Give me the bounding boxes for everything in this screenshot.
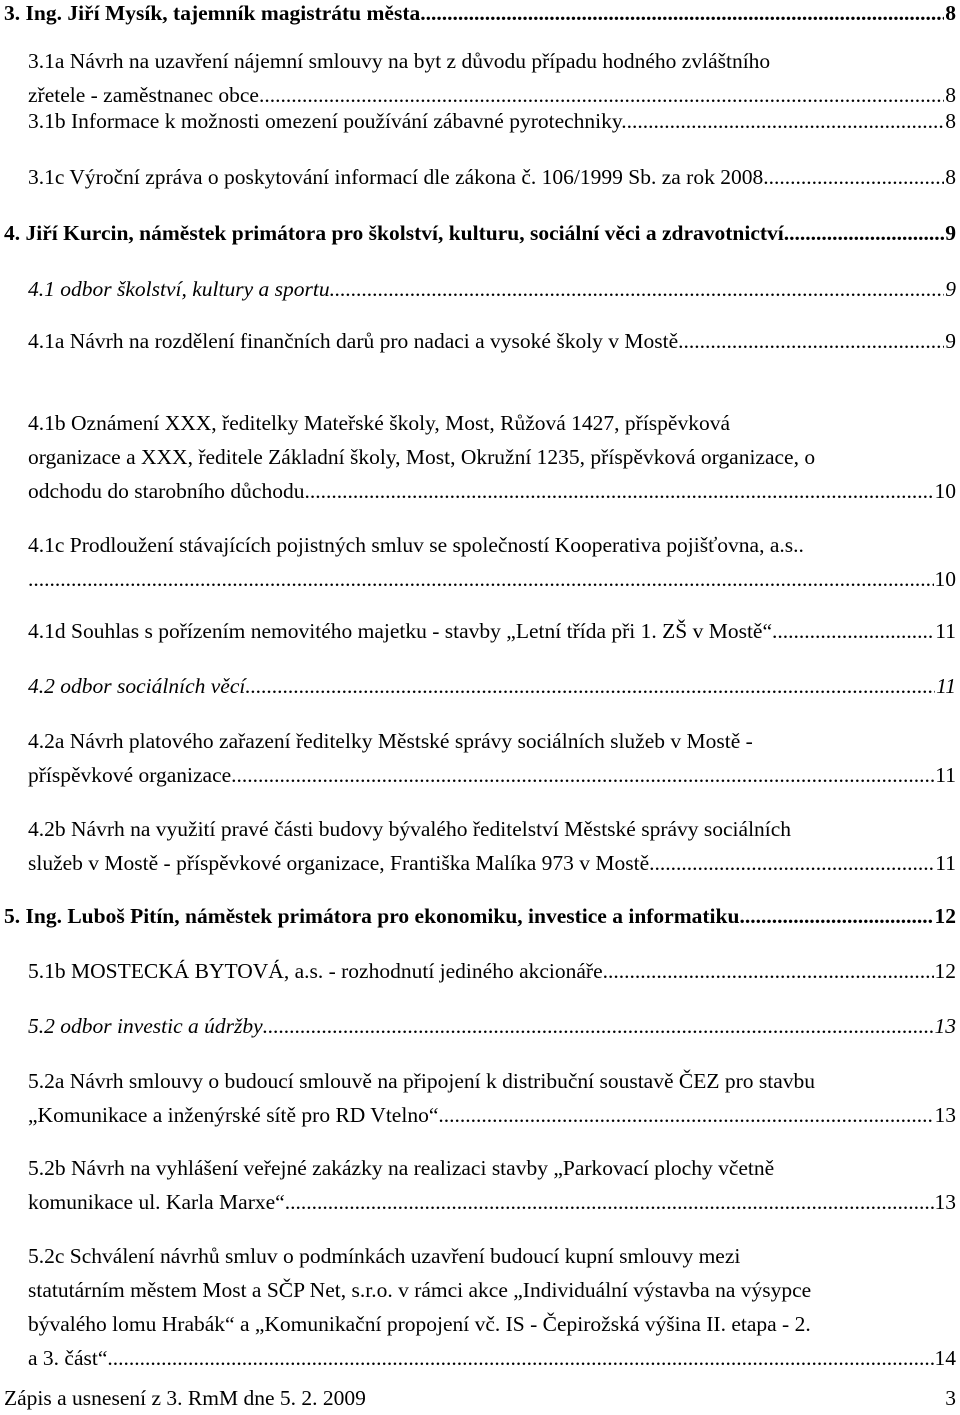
toc-entry-last-line	[28, 474, 956, 508]
dot-leader	[237, 758, 935, 792]
dot-leader	[28, 562, 934, 596]
toc-entry-text: služeb v Mostě - příspěvkové organizace, Františka Malíka 973 v Mostě.	[28, 851, 655, 875]
toc-entry-last-line	[28, 758, 956, 792]
dot-leader	[290, 1185, 933, 1219]
toc-entry-text: statutárním městem Most a SČP Net, s.r.o. v rámci akce „Individuální výstavba na výsypce	[28, 1278, 812, 1302]
toc-entry-last-line	[4, 216, 956, 250]
toc-entry-last-line	[28, 1009, 956, 1043]
toc-page-number: 8	[945, 1, 956, 25]
toc-page-number: 9	[945, 277, 956, 301]
toc-entry-last-line	[28, 324, 956, 358]
dot-leader	[263, 1009, 934, 1043]
toc-entry-text: 3. Ing. Jiří Mysík, tajemník magistrátu města	[4, 1, 421, 25]
toc-entry[interactable]	[0, 724, 960, 792]
dot-leader	[245, 669, 935, 703]
toc-entry[interactable]	[0, 899, 960, 933]
dot-leader	[655, 846, 935, 880]
toc-entry-text: 3.1b Informace k možnosti omezení používání zábavné pyrotechniky.	[28, 109, 627, 133]
toc-entry[interactable]	[0, 1009, 960, 1043]
dot-leader	[684, 324, 945, 358]
toc-entry-text: 4.2 odbor sociálních věcí	[28, 674, 246, 698]
toc-page-number: 10	[934, 567, 956, 591]
toc-entry-text: 4.2b Návrh na využití pravé části budovy bývalého ředitelství Městské správy sociálních	[28, 817, 792, 841]
toc-entry[interactable]	[0, 0, 960, 30]
footer-title: Zápis a usnesení z 3. RmM dne 5. 2. 2009	[4, 1386, 366, 1410]
toc-entry-text: 4.1d Souhlas s pořízením nemovitého majetku - stavby „Letní třída při 1. ZŠ v Mostě“.	[28, 619, 778, 643]
dot-leader	[769, 160, 945, 194]
toc-entry-last-line	[28, 1185, 956, 1219]
footer-page-number: 3	[945, 1386, 956, 1410]
toc-entry-text: 4.1c Prodloužení stávajících pojistných smluv se společností Kooperativa pojišťovna, a.s..	[28, 533, 804, 557]
toc-page-number: 13	[934, 1014, 956, 1038]
toc-entry-text: a 3. část“.	[28, 1346, 113, 1370]
toc-page-number: 13	[934, 1103, 956, 1127]
toc-page-number: 13	[934, 1190, 956, 1214]
toc-entry-text: 5.2b Návrh na vyhlášení veřejné zakázky na realizaci stavby „Parkovací plochy včetně	[28, 1156, 775, 1180]
toc-entry-text: bývalého lomu Hrabák“ a „Komunikační propojení vč. IS - Čepirožská výšina II. etapa - 2.	[28, 1312, 811, 1336]
toc-entry[interactable]	[0, 614, 960, 648]
toc-page-number: 9	[945, 329, 956, 353]
toc-entry-last-line	[28, 614, 956, 648]
toc-entry-text: organizace a XXX, ředitele Základní školy, Most, Okružní 1235, příspěvková organizace, o	[28, 445, 816, 469]
dot-leader	[330, 272, 945, 306]
toc-page-number: 11	[936, 674, 956, 698]
toc-entry[interactable]	[0, 160, 960, 194]
toc-entry[interactable]	[0, 669, 960, 703]
toc-page-number: 14	[934, 1346, 956, 1370]
page-footer	[4, 1381, 956, 1415]
toc-entry[interactable]	[0, 812, 960, 880]
toc-entry[interactable]	[0, 216, 960, 250]
toc-entry-last-line	[28, 160, 956, 194]
dot-leader	[777, 614, 934, 648]
toc-entry-last-line	[28, 562, 956, 596]
toc-entry-text: 4.1a Návrh na rozdělení finančních darů pro nadaci a vysoké školy v Mostě.	[28, 329, 684, 353]
toc-page-number: 12	[934, 904, 956, 928]
toc-entry[interactable]	[0, 406, 960, 508]
dot-leader	[310, 474, 934, 508]
toc-entry-last-line	[28, 104, 956, 138]
toc-entry-text: 3.1c Výroční zpráva o poskytování informací dle zákona č. 106/1999 Sb. za rok 2008.	[28, 165, 769, 189]
toc-entry-text: 4.2a Návrh platového zařazení ředitelky Městské správy sociálních služeb v Mostě -	[28, 729, 753, 753]
toc-page-number: 8	[945, 83, 956, 107]
toc-entry-text: komunikace ul. Karla Marxe“.	[28, 1190, 291, 1214]
toc-entry[interactable]	[0, 528, 960, 596]
toc-entry[interactable]	[0, 324, 960, 358]
toc-entry-text: 5.2a Návrh smlouvy o budoucí smlouvě na připojení k distribuční soustavě ČEZ pro stavbu	[28, 1069, 816, 1093]
toc-page-number: 11	[935, 763, 956, 787]
toc-page-number: 12	[934, 959, 956, 983]
toc-entry[interactable]	[0, 1239, 960, 1375]
toc-page-number: 9	[945, 221, 956, 245]
toc-entry-text: 5.1b MOSTECKÁ BYTOVÁ, a.s. - rozhodnutí jediného akcionáře.	[28, 959, 609, 983]
toc-entry-text: 5. Ing. Luboš Pitín, náměstek primátora pro ekonomiku, investice a informatiku	[4, 904, 740, 928]
toc-entry-text: 5.2 odbor investic a údržby	[28, 1014, 263, 1038]
toc-entry[interactable]	[0, 1151, 960, 1219]
toc-entry-text: odchodu do starobního důchodu.	[28, 479, 310, 503]
toc-entry-text: zřetele - zaměstnanec obce.	[28, 83, 265, 107]
toc-entry[interactable]	[0, 104, 960, 138]
dot-leader	[627, 104, 945, 138]
toc-entry-text: 4.1b Oznámení XXX, ředitelky Mateřské školy, Most, Růžová 1427, příspěvková	[28, 411, 731, 435]
toc-entry-last-line	[28, 846, 956, 880]
toc-page-number: 8	[945, 165, 956, 189]
toc-entry-last-line	[28, 1341, 956, 1375]
toc-entry[interactable]	[0, 1064, 960, 1132]
toc-entry-last-line	[4, 899, 956, 933]
toc-page-number: 11	[935, 851, 956, 875]
toc-entry[interactable]	[0, 44, 960, 112]
dot-leader	[420, 0, 944, 30]
toc-entry-text: 5.2c Schválení návrhů smluv o podmínkách uzavření budoucí kupní smlouvy mezi	[28, 1244, 741, 1268]
dot-leader	[113, 1341, 934, 1375]
toc-entry-last-line	[28, 272, 956, 306]
toc-page-number: 11	[935, 619, 956, 643]
toc-page-number: 8	[945, 109, 956, 133]
dot-leader	[444, 1098, 934, 1132]
dot-leader	[608, 954, 933, 988]
toc-entry-text: příspěvkové organizace.	[28, 763, 237, 787]
toc-entry-text: 4. Jiří Kurcin, náměstek primátora pro školství, kulturu, sociální věci a zdravotnictví	[4, 221, 784, 245]
toc-entry-text: „Komunikace a inženýrské sítě pro RD Vtelno“.	[28, 1103, 444, 1127]
toc-entry[interactable]	[0, 272, 960, 306]
toc-entry-last-line	[28, 1098, 956, 1132]
toc-entry-text: 4.1 odbor školství, kultury a sportu	[28, 277, 330, 301]
toc-entry-text: 3.1a Návrh na uzavření nájemní smlouvy na byt z důvodu případu hodného zvláštního	[28, 49, 771, 73]
toc-entry[interactable]	[0, 954, 960, 988]
toc-entry-last-line	[28, 954, 956, 988]
toc-page-number: 10	[934, 479, 956, 503]
dot-leader	[739, 899, 933, 933]
toc-entry-last-line	[28, 669, 956, 703]
dot-leader	[784, 216, 944, 250]
toc-entry-last-line	[4, 0, 956, 30]
